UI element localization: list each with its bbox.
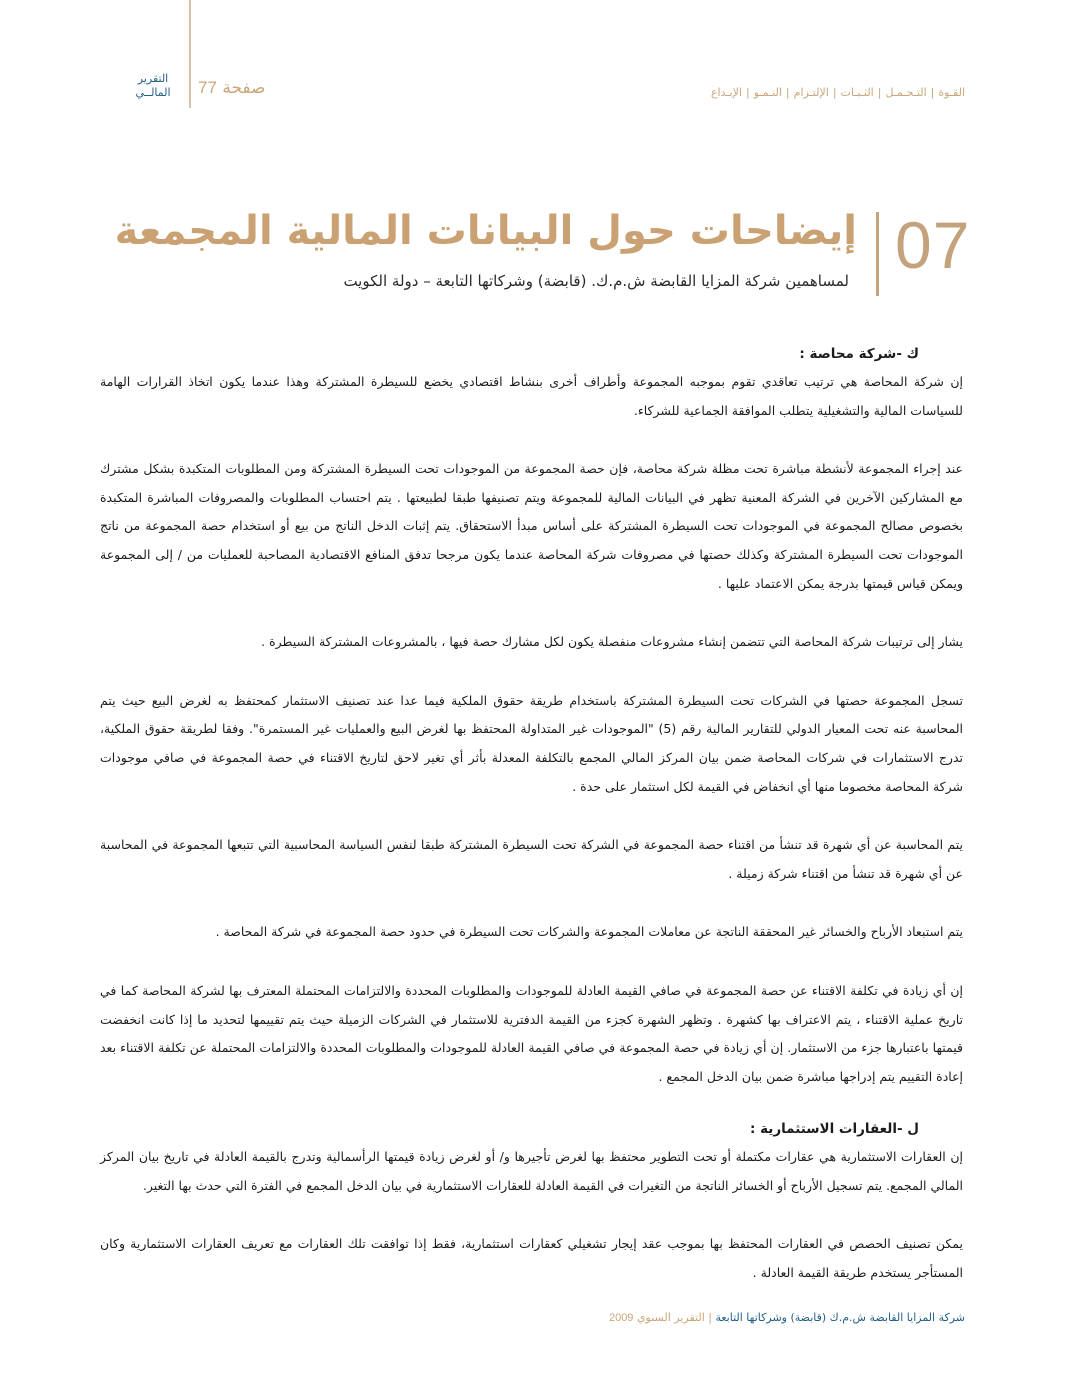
heading-joint-venture: ك -شركة محاصة : [799, 346, 919, 362]
paragraph: عند إجراء المجموعة لأنشطة مباشرة تحت مظلة شركة محاصة، فإن حصة المجموعة من الموجودات تحت السيطرة المشتركة ومن المطلوبات المتكبدة بشكل مشترك مع المشاركين الآخرين في الشركة المعنية تظهر في البيانات المالية للمجموعة ويتم تصنيفها طبقا لطبيعتها . يتم احتساب المطلوبات والمصروفات المباشرة المتكبدة بخصوص مصالح المجموعة في الموجودات تحت السيطرة المشتركة على أساس مبدأ الاستحقاق. يتم إثبات الدخل الناتج من بيع أو استخدام حصة المجموعة من ناتج الموجودات تحت السيطرة المشتركة وكذلك حصتها في مصروفات شركة المحاصة عندما يكون مرجحا تدفق المنافع الاقتصادية المصاحبة للعمليات من / إلى المجموعة ويمكن قياس قيمتها بدرجة يمكن الاعتماد عليها . [100, 461, 963, 591]
nav-item: النـمـو [753, 86, 782, 99]
paragraph: تسجل المجموعة حصتها في الشركات تحت السيطرة المشتركة باستخدام طريقة حقوق الملكية فيما عدا عند تصنيف الاستثمار كمحتفظ به لغرض البيع حيث يتم المحاسبة عنه تحت المعيار الدولي للتقارير المالية رقم (5) "الموجودات غير المتداولة المحتفظ بها لغرض البيع والعمليات غير المستمرة". وفقا لطريقة حقوق الملكية، تدرج الاستثمارات في شركات المحاصة ضمن بيان المركز المالي المجمع بالتكلفة المعدلة بأثر أي تغير لاحق لتاريخ الاقتناء في حصة المجموعة في صافي موجودات شركة المحاصة مخصوما منها أي انخفاض في القيمة لكل استثمار على حدة . [100, 692, 963, 794]
section-divider [876, 212, 879, 296]
heading-investment-properties: ل -العقارات الاستثمارية : [749, 1121, 919, 1138]
footer-report: التقرير السنوي [636, 1311, 705, 1324]
footer-year: 2009 [608, 1312, 634, 1324]
paragraph: إن أي زيادة في تكلفة الاقتناء عن حصة المجموعة في صافي القيمة العادلة للموجودات والمطلوبات المحددة والالتزامات المحتملة المعترف بها لشركة المحاصة كما في تاريخ عملية الاقتناء ، يتم الاعتراف بها كشهرة . وتظهر الشهرة كجزء من القيمة الدفترية للاستثمار في الشركات الزميلة حيث يتم تقييمها لتحديد ما إذا كانت انخفضت قيمتها باعتبارها جزء من الاستثمار. إن أي زيادة في حصة المجموعة في صافي القيمة العادلة للموجودات والمطلوبات المحددة والالتزامات المحتملة عن تكلفة الاقتناء بعد إعادة التقييم يتم إدراجها مباشرة ضمن بيان الدخل المجمع . [100, 982, 963, 1084]
report-label: التقرير المالــي [135, 72, 171, 99]
header-values-nav: القـوة|التـحـمـل|الثـبـات|الإلتـزام|النـمـو|الإبـداع [710, 86, 965, 99]
nav-item: الثـبـات [840, 86, 874, 99]
page-number: 77 [198, 78, 217, 97]
document-body [100, 340, 963, 1318]
paragraph: يتم استبعاد الأرباح والخسائر غير المحققة الناتجة عن معاملات المجموعة والشركات تحت السيطرة في حدود حصة المجموعة في شركة المحاصة . [215, 924, 963, 940]
nav-item: القـوة [938, 86, 965, 99]
footer-company: شركة المزايا القابضة ش.م.ك (قابضة) وشركاتها التابعة [715, 1311, 965, 1324]
paragraph: إن شركة المحاصة هي ترتيب تعاقدي تقوم بموجبه المجموعة وأطراف أخرى بنشاط اقتصادي يخضع للسيطرة المشتركة وهذا عندما يكون اتخاذ القرارات الهامة للسياسات المالية والتشغيلية يتطلب الموافقة الجماعية للشركاء. [100, 374, 963, 418]
paragraph: يمكن تصنيف الحصص في العقارات المحتفظ بها بموجب عقد إيجار تشغيلي كعقارات استثمارية، فقط إذا توافقت تلك العقارات مع تعريف العقارات الاستثمارية وكان المستأجر يستخدم طريقة القيمة العادلة . [100, 1236, 963, 1281]
page-footer: شركة المزايا القابضة ش.م.ك (قابضة) وشركاتها التابعة | التقرير السنوي 2009 [608, 1311, 965, 1324]
page-title: إيضاحات حول البيانات المالية المجمعة [114, 208, 857, 254]
section-number: 07 [895, 208, 971, 282]
page-subtitle: لمساهمين شركة المزايا القابضة ش.م.ك. (قابضة) وشركاتها التابعة – دولة الكويت [343, 272, 849, 290]
nav-item: الإبـداع [710, 86, 742, 99]
header-divider-line [189, 0, 191, 108]
nav-item: الإلتـزام [793, 86, 829, 99]
paragraph: يتم المحاسبة عن أي شهرة قد تنشأ من اقتناء حصة المجموعة في الشركة تحت السيطرة المشتركة طبقا لنفس السياسة المحاسبية التي تتبعها المجموعة في المحاسبة عن أي شهرة قد تنشأ من اقتناء شركة زميلة . [100, 837, 963, 881]
page-label: صفحة [222, 78, 266, 98]
paragraph: يشار إلى ترتيبات شركة المحاصة التي تتضمن إنشاء مشروعات منفصلة يكون لكل مشارك حصة فيها ، بالمشروعات المشتركة السيطرة . [261, 634, 963, 650]
nav-item: التـحـمـل [885, 86, 927, 99]
paragraph: إن العقارات الاستثمارية هي عقارات مكتملة أو تحت التطوير محتفظ بها لغرض تأجيرها و/ أو لغرض زيادة قيمتها الرأسمالية وتدرج بالقيمة العادلة في تاريخ بيان المركز المالي المجمع. يتم تسجيل الأرباح أو الخسائر الناتجة من التغيرات في القيمة العادلة للعقارات الاستثمارية في بيان الدخل المجمع في الفترة التي حدث بها التغير. [100, 1149, 963, 1193]
page-indicator [198, 78, 265, 98]
